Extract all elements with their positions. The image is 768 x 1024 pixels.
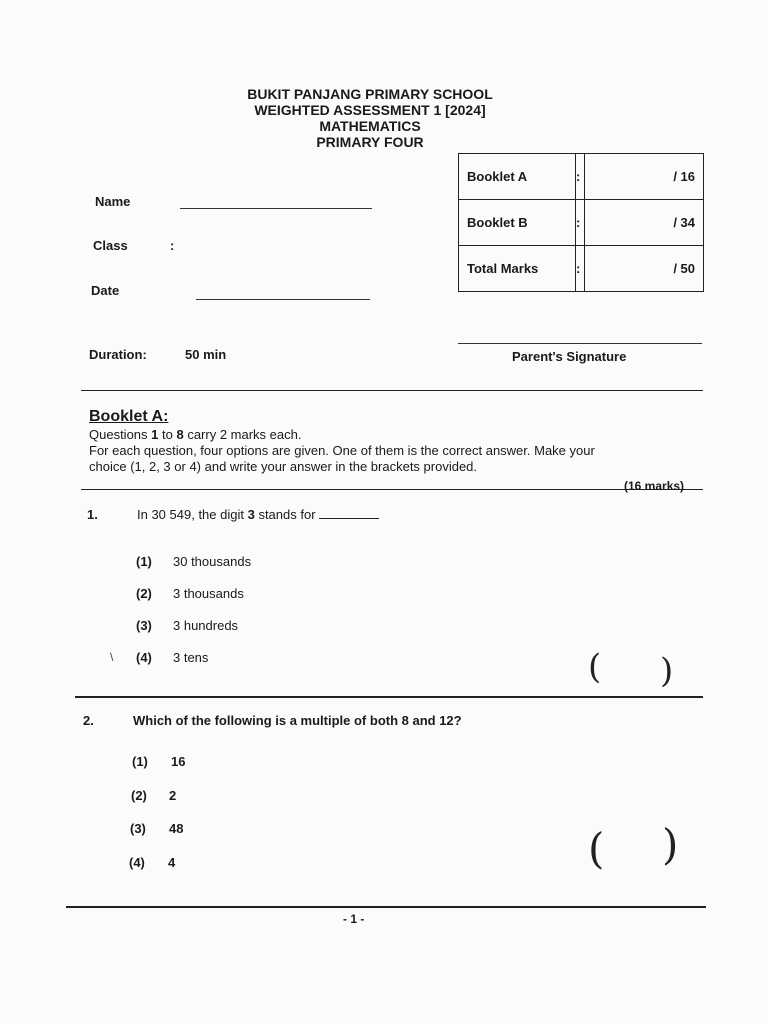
option-number: (4) (129, 855, 145, 870)
instruction-line-2: For each question, four options are given. One of them is the correct answer. Make your (89, 443, 595, 458)
marks-table (458, 153, 704, 292)
duration-label: Duration: (89, 347, 147, 362)
class-label: Class (93, 238, 128, 253)
option-number: (2) (136, 586, 152, 601)
instruction-text: carry 2 marks each. (183, 427, 302, 442)
marks-score[interactable]: / 50 (585, 246, 704, 292)
option-text: 48 (169, 821, 184, 836)
option-number: (1) (136, 554, 152, 569)
date-field[interactable] (196, 299, 370, 300)
booklet-a-marks: (16 marks) (624, 479, 685, 493)
answer-bracket-close[interactable]: ) (660, 651, 674, 691)
answer-bracket-close[interactable]: ) (662, 820, 679, 869)
answer-bracket-open[interactable]: ( (588, 824, 605, 873)
answer-bracket-open[interactable]: ( (588, 647, 602, 687)
name-field[interactable] (180, 208, 372, 209)
marks-label: Booklet B (459, 200, 576, 246)
question-text: In 30 549, the digit (137, 507, 248, 522)
footer-divider (66, 906, 706, 908)
question-divider (75, 696, 703, 698)
marks-colon: : (576, 246, 585, 292)
option-number: (3) (130, 821, 146, 836)
option-text: 4 (168, 855, 176, 870)
signature-line[interactable] (458, 343, 702, 344)
assessment-title: WEIGHTED ASSESSMENT 1 [2024] (254, 102, 486, 118)
marks-score[interactable]: / 34 (585, 200, 704, 246)
marks-label: Total Marks (459, 246, 576, 292)
instruction-text: Questions (89, 427, 152, 442)
date-label: Date (91, 283, 120, 298)
answer-blank[interactable] (319, 508, 379, 519)
subject-title: MATHEMATICS (319, 118, 421, 134)
signature-label: Parent's Signature (512, 349, 627, 364)
marks-colon: : (576, 200, 585, 246)
option-number: (1) (132, 754, 148, 769)
option-text: 3 thousands (173, 586, 244, 601)
question-2-number: 2. (83, 713, 94, 728)
instruction-line-3: choice (1, 2, 3 or 4) and write your answer in the brackets provided. (89, 459, 478, 474)
section-divider (81, 390, 703, 391)
instruction-line-1 (89, 427, 301, 443)
marks-row-booklet-a (459, 154, 704, 200)
school-name: BUKIT PANJANG PRIMARY SCHOOL (247, 86, 493, 102)
option-number: (2) (131, 788, 147, 803)
marks-label: Booklet A (459, 154, 576, 200)
instruction-bold: 1 (151, 427, 159, 442)
marks-row-booklet-b (459, 200, 704, 246)
instruction-bold: 8 (176, 427, 184, 442)
question-1-text (137, 507, 379, 522)
question-bold: 3 (247, 507, 255, 522)
name-label: Name (95, 194, 131, 209)
option-number: (4) (136, 650, 152, 665)
duration-value: 50 min (185, 347, 227, 362)
marks-score[interactable]: / 16 (585, 154, 704, 200)
option-text: 16 (171, 754, 186, 769)
option-text: 3 hundreds (173, 618, 239, 633)
option-text: 2 (169, 788, 177, 803)
instruction-text: to (158, 427, 177, 442)
option-text: 30 thousands (173, 554, 252, 569)
class-colon: : (170, 238, 175, 253)
question-1-number: 1. (87, 507, 98, 522)
booklet-a-title: Booklet A: (89, 408, 169, 425)
question-2-text: Which of the following is a multiple of both 8 and 12? (133, 713, 462, 728)
instruction-divider (81, 489, 703, 490)
option-number: (3) (136, 618, 152, 633)
option-text: 3 tens (173, 650, 209, 665)
marks-row-total (459, 246, 704, 292)
tick-mark: \ (110, 650, 114, 664)
page-number: - 1 - (343, 912, 365, 926)
level-title: PRIMARY FOUR (316, 134, 424, 150)
marks-colon: : (576, 154, 585, 200)
question-text: stands for (254, 507, 316, 522)
